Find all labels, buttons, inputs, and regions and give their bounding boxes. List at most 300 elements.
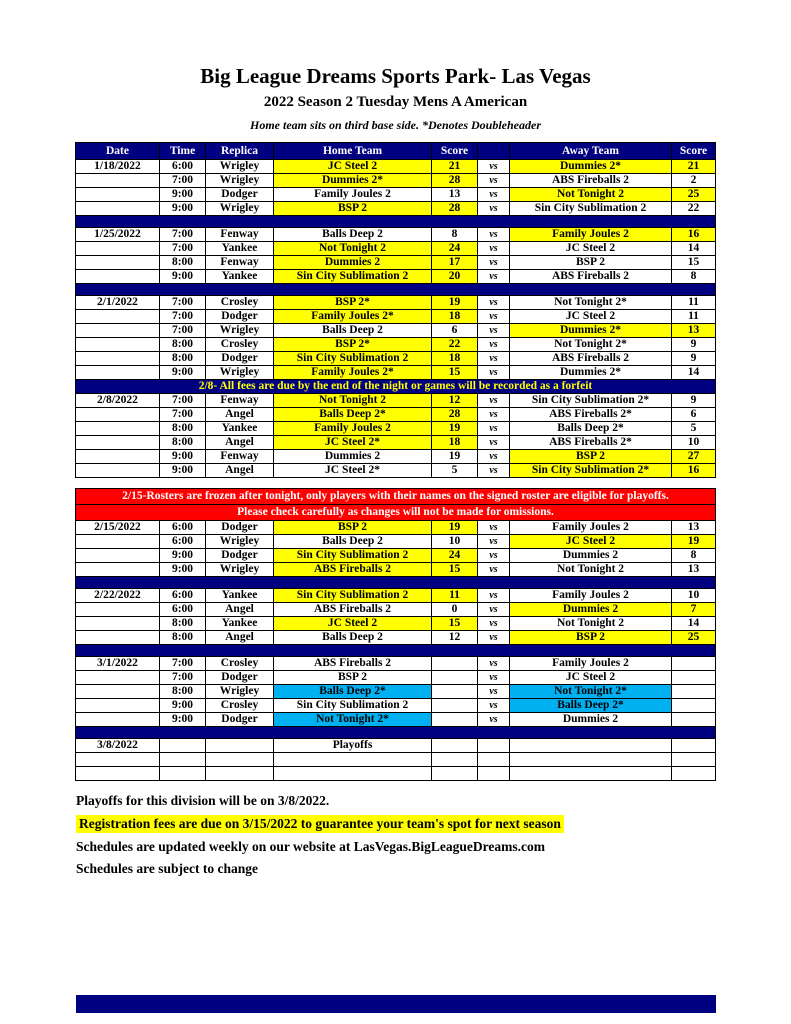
home-team-cell: Dummies 2* (274, 174, 432, 188)
away-score-cell: 9 (672, 338, 716, 352)
home-score-cell: 8 (432, 228, 478, 242)
home-team-cell: ABS Fireballs 2 (274, 603, 432, 617)
replica-cell: Angel (206, 603, 274, 617)
game-row (76, 174, 716, 188)
replica-cell: Yankee (206, 270, 274, 284)
time-cell: 8:00 (160, 256, 206, 270)
away-team-cell: JC Steel 2 (510, 671, 672, 685)
header-home-score: Score (432, 143, 478, 160)
vs-label: vs (478, 256, 510, 270)
gap-row (76, 478, 716, 489)
date-cell: 1/18/2022 (76, 160, 160, 174)
home-team-cell: ABS Fireballs 2 (274, 563, 432, 577)
home-score-cell: 17 (432, 256, 478, 270)
home-team-cell: Dummies 2 (274, 256, 432, 270)
away-score-cell: 14 (672, 366, 716, 380)
replica-cell: Crosley (206, 699, 274, 713)
time-cell: 7:00 (160, 394, 206, 408)
time-cell: 7:00 (160, 174, 206, 188)
date-cell (76, 685, 160, 699)
away-score-cell: 22 (672, 202, 716, 216)
game-row (76, 450, 716, 464)
vs-label: vs (478, 324, 510, 338)
home-team-cell: ABS Fireballs 2 (274, 657, 432, 671)
home-team-cell (274, 767, 432, 781)
home-score-cell (432, 753, 478, 767)
home-score-cell (432, 739, 478, 753)
separator-row (76, 216, 716, 228)
vs-label: vs (478, 202, 510, 216)
time-cell: 7:00 (160, 228, 206, 242)
separator-cell (76, 577, 716, 589)
time-cell: 8:00 (160, 617, 206, 631)
date-cell (76, 352, 160, 366)
home-score-cell: 24 (432, 549, 478, 563)
vs-label: vs (478, 394, 510, 408)
replica-cell: Dodger (206, 549, 274, 563)
time-cell: 9:00 (160, 270, 206, 284)
home-team-cell: Sin City Sublimation 2 (274, 699, 432, 713)
home-team-cell: JC Steel 2* (274, 436, 432, 450)
home-score-cell: 12 (432, 631, 478, 645)
empty-row (76, 753, 716, 767)
away-team-cell: ABS Fireballs 2* (510, 436, 672, 450)
vs-label: vs (478, 521, 510, 535)
away-team-cell: Sin City Sublimation 2* (510, 394, 672, 408)
away-score-cell: 10 (672, 589, 716, 603)
empty-row (76, 767, 716, 781)
replica-cell: Angel (206, 464, 274, 478)
time-cell: 8:00 (160, 685, 206, 699)
header-away-team: Away Team (510, 143, 672, 160)
registration-note-text: Registration fees are due on 3/15/2022 to guarantee your team's spot for next season (76, 815, 564, 833)
replica-cell: Dodger (206, 521, 274, 535)
alert-text: 2/15-Rosters are frozen after tonight, only players with their names on the signed roster are eligible for playoffs. (76, 489, 716, 505)
home-team-cell: BSP 2 (274, 671, 432, 685)
header-away-score: Score (672, 143, 716, 160)
separator-row (76, 727, 716, 739)
away-team-cell: ABS Fireballs 2* (510, 408, 672, 422)
away-team-cell: Dummies 2* (510, 366, 672, 380)
vs-label: vs (478, 242, 510, 256)
vs-label: vs (478, 310, 510, 324)
away-team-cell (510, 753, 672, 767)
vs-label: vs (478, 422, 510, 436)
game-row (76, 713, 716, 727)
home-team-cell: JC Steel 2* (274, 464, 432, 478)
replica-cell: Dodger (206, 713, 274, 727)
home-team-cell: Balls Deep 2 (274, 535, 432, 549)
away-score-cell: 8 (672, 270, 716, 284)
game-row (76, 685, 716, 699)
away-team-cell: Not Tonight 2 (510, 563, 672, 577)
time-cell: 8:00 (160, 352, 206, 366)
vs-label: vs (478, 366, 510, 380)
time-cell: 9:00 (160, 549, 206, 563)
header-home-team: Home Team (274, 143, 432, 160)
alert-text: Please check carefully as changes will not be made for omissions. (76, 505, 716, 521)
replica-cell: Wrigley (206, 324, 274, 338)
game-row (76, 228, 716, 242)
page-title: Big League Dreams Sports Park- Las Vegas (200, 64, 591, 88)
vs-label: vs (478, 589, 510, 603)
game-row (76, 549, 716, 563)
away-team-cell: Family Joules 2 (510, 521, 672, 535)
away-team-cell: BSP 2 (510, 631, 672, 645)
away-team-cell: Not Tonight 2* (510, 338, 672, 352)
away-team-cell: ABS Fireballs 2 (510, 270, 672, 284)
home-score-cell: 28 (432, 202, 478, 216)
header-vs (478, 143, 510, 160)
vs-label: vs (478, 296, 510, 310)
home-score-cell: 22 (432, 338, 478, 352)
home-team-cell: Playoffs (274, 739, 432, 753)
home-team-cell: Balls Deep 2* (274, 685, 432, 699)
alert-row (76, 505, 716, 521)
home-score-cell: 28 (432, 174, 478, 188)
away-score-cell: 21 (672, 160, 716, 174)
away-team-cell: JC Steel 2 (510, 310, 672, 324)
away-team-cell: ABS Fireballs 2 (510, 174, 672, 188)
game-row (76, 631, 716, 645)
vs-label: vs (478, 228, 510, 242)
home-score-cell (432, 657, 478, 671)
date-cell (76, 753, 160, 767)
away-score-cell (672, 699, 716, 713)
vs-label: vs (478, 174, 510, 188)
date-cell (76, 256, 160, 270)
date-cell (76, 202, 160, 216)
home-score-cell: 24 (432, 242, 478, 256)
home-score-cell: 19 (432, 450, 478, 464)
time-cell: 7:00 (160, 324, 206, 338)
date-cell (76, 617, 160, 631)
away-team-cell: JC Steel 2 (510, 535, 672, 549)
game-row (76, 188, 716, 202)
header-date: Date (76, 143, 160, 160)
game-row (76, 657, 716, 671)
home-team-cell: Not Tonight 2* (274, 713, 432, 727)
home-team-cell: Family Joules 2* (274, 366, 432, 380)
game-row (76, 202, 716, 216)
game-row (76, 352, 716, 366)
replica-cell: Yankee (206, 422, 274, 436)
playoffs-row (76, 739, 716, 753)
home-team-cell: Family Joules 2 (274, 422, 432, 436)
home-team-cell: BSP 2 (274, 202, 432, 216)
page-subtitle: 2022 Season 2 Tuesday Mens A American (263, 94, 528, 110)
game-row (76, 338, 716, 352)
home-score-cell: 18 (432, 352, 478, 366)
away-team-cell: Dummies 2 (510, 549, 672, 563)
time-cell: 9:00 (160, 450, 206, 464)
away-score-cell: 9 (672, 394, 716, 408)
home-team-cell: JC Steel 2 (274, 617, 432, 631)
away-team-cell: Dummies 2 (510, 713, 672, 727)
subject-to-change-note: Schedules are subject to change (76, 861, 258, 876)
date-cell (76, 366, 160, 380)
date-cell (76, 310, 160, 324)
home-team-cell: Sin City Sublimation 2 (274, 589, 432, 603)
date-cell (76, 464, 160, 478)
away-score-cell (672, 685, 716, 699)
time-cell: 9:00 (160, 202, 206, 216)
game-row (76, 256, 716, 270)
vs-label: vs (478, 657, 510, 671)
header-replica: Replica (206, 143, 274, 160)
game-row (76, 324, 716, 338)
home-score-cell: 15 (432, 366, 478, 380)
replica-cell: Wrigley (206, 174, 274, 188)
date-cell (76, 535, 160, 549)
away-team-cell: BSP 2 (510, 450, 672, 464)
game-row (76, 160, 716, 174)
replica-cell: Dodger (206, 310, 274, 324)
home-score-cell: 18 (432, 310, 478, 324)
vs-label: vs (478, 631, 510, 645)
time-cell: 6:00 (160, 535, 206, 549)
replica-cell: Crosley (206, 338, 274, 352)
away-score-cell: 14 (672, 242, 716, 256)
home-score-cell: 6 (432, 324, 478, 338)
game-row (76, 366, 716, 380)
vs-label: vs (478, 436, 510, 450)
vs-label: vs (478, 699, 510, 713)
replica-cell: Fenway (206, 228, 274, 242)
game-row (76, 671, 716, 685)
home-team-cell: Dummies 2 (274, 450, 432, 464)
away-score-cell (672, 739, 716, 753)
date-cell: 2/8/2022 (76, 394, 160, 408)
home-score-cell: 0 (432, 603, 478, 617)
vs-label: vs (478, 352, 510, 366)
date-cell (76, 436, 160, 450)
time-cell: 7:00 (160, 310, 206, 324)
away-team-cell: Dummies 2* (510, 160, 672, 174)
away-score-cell: 25 (672, 631, 716, 645)
away-team-cell: Dummies 2* (510, 324, 672, 338)
website-note: Schedules are updated weekly on our website at LasVegas.BigLeagueDreams.com (76, 839, 546, 854)
home-team-cell: Balls Deep 2 (274, 324, 432, 338)
vs-label (478, 753, 510, 767)
away-score-cell: 2 (672, 174, 716, 188)
home-score-cell: 15 (432, 617, 478, 631)
away-score-cell: 5 (672, 422, 716, 436)
away-score-cell (672, 713, 716, 727)
home-team-cell: Not Tonight 2 (274, 394, 432, 408)
date-cell (76, 671, 160, 685)
away-score-cell: 9 (672, 352, 716, 366)
time-cell: 7:00 (160, 657, 206, 671)
home-score-cell (432, 713, 478, 727)
away-team-cell (510, 767, 672, 781)
away-score-cell (672, 657, 716, 671)
home-score-cell: 21 (432, 160, 478, 174)
vs-label: vs (478, 338, 510, 352)
away-team-cell: Dummies 2 (510, 603, 672, 617)
vs-label: vs (478, 617, 510, 631)
game-row (76, 422, 716, 436)
time-cell: 8:00 (160, 631, 206, 645)
home-team-cell: Family Joules 2* (274, 310, 432, 324)
game-row (76, 563, 716, 577)
time-cell: 7:00 (160, 671, 206, 685)
home-team-cell: Sin City Sublimation 2 (274, 270, 432, 284)
away-team-cell: Balls Deep 2* (510, 422, 672, 436)
away-team-cell: Sin City Sublimation 2* (510, 464, 672, 478)
away-score-cell: 11 (672, 310, 716, 324)
away-team-cell: JC Steel 2 (510, 242, 672, 256)
vs-label: vs (478, 450, 510, 464)
replica-cell: Wrigley (206, 160, 274, 174)
game-row (76, 603, 716, 617)
time-cell (160, 753, 206, 767)
away-score-cell: 13 (672, 563, 716, 577)
vs-label: vs (478, 464, 510, 478)
date-cell: 3/8/2022 (76, 739, 160, 753)
home-score-cell: 5 (432, 464, 478, 478)
time-cell: 9:00 (160, 563, 206, 577)
home-team-cell: Not Tonight 2 (274, 242, 432, 256)
game-row (76, 589, 716, 603)
replica-cell: Fenway (206, 256, 274, 270)
time-cell: 6:00 (160, 160, 206, 174)
away-score-cell: 15 (672, 256, 716, 270)
replica-cell: Wrigley (206, 685, 274, 699)
vs-label: vs (478, 549, 510, 563)
replica-cell: Yankee (206, 589, 274, 603)
date-cell (76, 188, 160, 202)
away-team-cell: ABS Fireballs 2 (510, 352, 672, 366)
date-cell (76, 563, 160, 577)
time-cell: 9:00 (160, 366, 206, 380)
time-cell: 7:00 (160, 408, 206, 422)
home-team-cell: Balls Deep 2 (274, 631, 432, 645)
date-cell (76, 270, 160, 284)
away-score-cell (672, 767, 716, 781)
away-score-cell: 27 (672, 450, 716, 464)
home-score-cell: 11 (432, 589, 478, 603)
footer-notes (76, 793, 791, 877)
away-score-cell: 11 (672, 296, 716, 310)
away-score-cell: 13 (672, 521, 716, 535)
away-team-cell: Sin City Sublimation 2 (510, 202, 672, 216)
time-cell: 6:00 (160, 603, 206, 617)
date-cell (76, 631, 160, 645)
home-score-cell: 13 (432, 188, 478, 202)
away-score-cell: 25 (672, 188, 716, 202)
home-team-cell: BSP 2 (274, 521, 432, 535)
date-cell (76, 549, 160, 563)
home-score-cell: 10 (432, 535, 478, 549)
replica-cell: Wrigley (206, 202, 274, 216)
replica-cell: Crosley (206, 296, 274, 310)
home-score-cell: 18 (432, 436, 478, 450)
home-team-cell: JC Steel 2 (274, 160, 432, 174)
date-cell (76, 699, 160, 713)
away-team-cell: Not Tonight 2 (510, 617, 672, 631)
replica-cell: Angel (206, 631, 274, 645)
time-cell (160, 739, 206, 753)
replica-cell: Wrigley (206, 366, 274, 380)
home-score-cell: 12 (432, 394, 478, 408)
away-score-cell: 10 (672, 436, 716, 450)
separator-cell (76, 216, 716, 228)
vs-label: vs (478, 270, 510, 284)
replica-cell: Yankee (206, 617, 274, 631)
game-row (76, 617, 716, 631)
game-row (76, 242, 716, 256)
game-row (76, 521, 716, 535)
replica-cell: Wrigley (206, 563, 274, 577)
time-cell: 6:00 (160, 521, 206, 535)
away-team-cell: Not Tonight 2* (510, 685, 672, 699)
vs-label: vs (478, 713, 510, 727)
replica-cell: Angel (206, 436, 274, 450)
replica-cell: Dodger (206, 188, 274, 202)
time-cell: 9:00 (160, 699, 206, 713)
vs-label: vs (478, 603, 510, 617)
alert-row (76, 489, 716, 505)
game-row (76, 310, 716, 324)
away-score-cell: 16 (672, 464, 716, 478)
home-team-cell: Sin City Sublimation 2 (274, 352, 432, 366)
replica-cell (206, 753, 274, 767)
date-cell (76, 324, 160, 338)
game-row (76, 535, 716, 549)
separator-row (76, 645, 716, 657)
away-score-cell (672, 671, 716, 685)
vs-label: vs (478, 535, 510, 549)
time-cell: 9:00 (160, 188, 206, 202)
replica-cell: Wrigley (206, 535, 274, 549)
home-score-cell (432, 685, 478, 699)
date-cell (76, 338, 160, 352)
home-team-cell: Sin City Sublimation 2 (274, 549, 432, 563)
date-cell (76, 408, 160, 422)
home-team-cell: Balls Deep 2 (274, 228, 432, 242)
home-score-cell: 19 (432, 521, 478, 535)
game-row (76, 408, 716, 422)
date-cell: 1/25/2022 (76, 228, 160, 242)
vs-label: vs (478, 408, 510, 422)
away-team-cell (510, 739, 672, 753)
separator-cell (76, 727, 716, 739)
time-cell: 8:00 (160, 436, 206, 450)
time-cell: 6:00 (160, 589, 206, 603)
date-cell (76, 174, 160, 188)
home-team-cell: Balls Deep 2* (274, 408, 432, 422)
time-cell: 7:00 (160, 242, 206, 256)
schedule-table (75, 142, 716, 781)
registration-note (76, 815, 791, 833)
separator-cell (76, 284, 716, 296)
away-score-cell: 16 (672, 228, 716, 242)
replica-cell: Fenway (206, 394, 274, 408)
replica-cell (206, 767, 274, 781)
away-team-cell: Not Tonight 2 (510, 188, 672, 202)
game-row (76, 436, 716, 450)
replica-cell (206, 739, 274, 753)
date-cell: 2/1/2022 (76, 296, 160, 310)
time-cell: 7:00 (160, 296, 206, 310)
game-row (76, 296, 716, 310)
replica-cell: Dodger (206, 671, 274, 685)
home-score-cell: 28 (432, 408, 478, 422)
separator-row (76, 284, 716, 296)
date-cell (76, 422, 160, 436)
playoffs-note: Playoffs for this division will be on 3/8/2022. (76, 793, 330, 808)
